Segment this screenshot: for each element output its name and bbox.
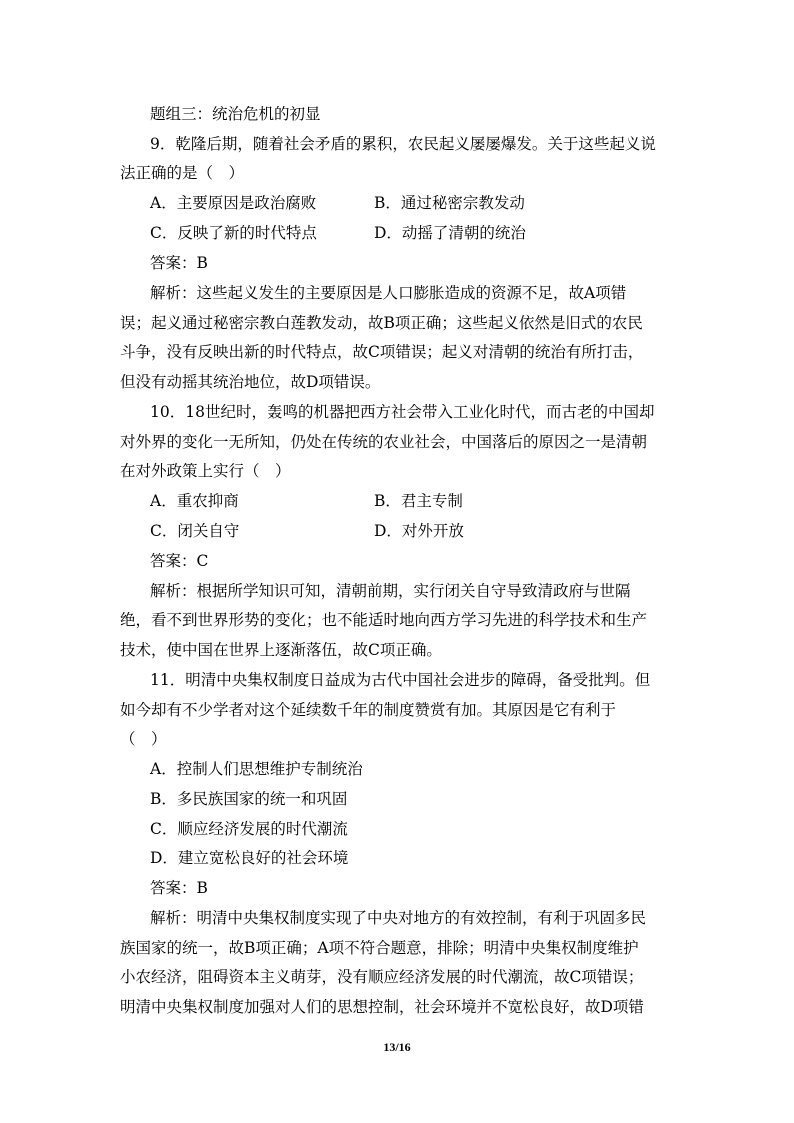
q11-explanation-line-3: 小农经济，阻碍资本主义萌芽，没有顺应经济发展的时代潮流，故C项错误； xyxy=(120,968,644,986)
section-title: 题组三：统治危机的初显 xyxy=(150,105,321,123)
q10-explanation-line-3: 技术，使中国在世界上逐渐落伍，故C项正确。 xyxy=(120,641,442,659)
q9-explanation-line-3: 斗争，没有反映出新的时代特点，故C项错误；起义对清朝的统治有所打击， xyxy=(120,343,644,361)
q11-explanation-line-2: 族国家的统一，故B项正确；A项不符合题意，排除；明清中央集权制度维护 xyxy=(120,939,639,957)
q9-option-b: B．通过秘密宗教发动 xyxy=(374,194,525,212)
q9-option-a: A．主要原因是政治腐败 xyxy=(150,194,317,212)
q10-option-a: A．重农抑商 xyxy=(150,492,239,510)
q11-stem-line-2: 如今却有不少学者对这个延续数千年的制度赞赏有加。其原因是它有利于 xyxy=(120,701,617,719)
q10-explanation-line-2: 绝，看不到世界形势的变化；也不能适时地向西方学习先进的科学技术和生产 xyxy=(120,611,648,629)
q11-option-c: C．顺应经济发展的时代潮流 xyxy=(150,820,348,838)
q9-option-c: C．反映了新的时代特点 xyxy=(150,224,317,242)
q10-explanation-line-1: 解析：根据所学知识可知，清朝前期，实行闭关自守导致清政府与世隔 xyxy=(150,582,631,600)
q11-stem-line-1: 11．明清中央集权制度日益成为古代中国社会进步的障碍，备受批判。但 xyxy=(150,671,651,689)
q11-option-b: B．多民族国家的统一和巩固 xyxy=(150,790,348,808)
q10-option-c: C．闭关自守 xyxy=(150,522,240,540)
q9-explanation-line-2: 误；起义通过秘密宗教白莲教发动，故B项正确；这些起义依然是旧式的农民 xyxy=(120,314,643,332)
q10-stem-line-3: 在对外政策上实行（ ） xyxy=(120,462,291,480)
q10-option-b: B．君主专制 xyxy=(374,492,463,510)
q10-answer: 答案：C xyxy=(150,552,209,570)
q9-stem-line-2: 法正确的是（ ） xyxy=(120,164,245,182)
page-number: 13/16 xyxy=(383,1040,411,1054)
q10-stem-line-1: 10．18世纪时，轰鸣的机器把西方社会带入工业化时代，而古老的中国却 xyxy=(150,403,655,421)
q11-explanation-line-1: 解析：明清中央集权制度实现了中央对地方的有效控制，有利于巩固多民 xyxy=(150,909,647,927)
q9-explanation-line-1: 解析：这些起义发生的主要原因是人口膨胀造成的资源不足，故A项错 xyxy=(150,284,627,302)
q11-answer: 答案：B xyxy=(150,879,208,897)
q11-explanation-line-4: 明清中央集权制度加强对人们的思想控制，社会环境并不宽松良好，故D项错 xyxy=(120,998,644,1016)
q9-stem-line-1: 9．乾隆后期，随着社会矛盾的累积，农民起义屡屡爆发。关于这些起义说 xyxy=(150,135,656,153)
q11-stem-line-3: （ ） xyxy=(120,730,167,748)
q11-option-d: D．建立宽松良好的社会环境 xyxy=(150,849,349,867)
q9-answer: 答案：B xyxy=(150,254,208,272)
q10-option-d: D．对外开放 xyxy=(374,522,464,540)
q9-option-d: D．动摇了清朝的统治 xyxy=(374,224,526,242)
q11-option-a: A．控制人们思想维护专制统治 xyxy=(150,760,363,778)
q9-explanation-line-4: 但没有动摇其统治地位，故D项错误。 xyxy=(120,373,381,391)
q10-stem-line-2: 对外界的变化一无所知，仍处在传统的农业社会，中国落后的原因之一是清朝 xyxy=(120,433,648,451)
